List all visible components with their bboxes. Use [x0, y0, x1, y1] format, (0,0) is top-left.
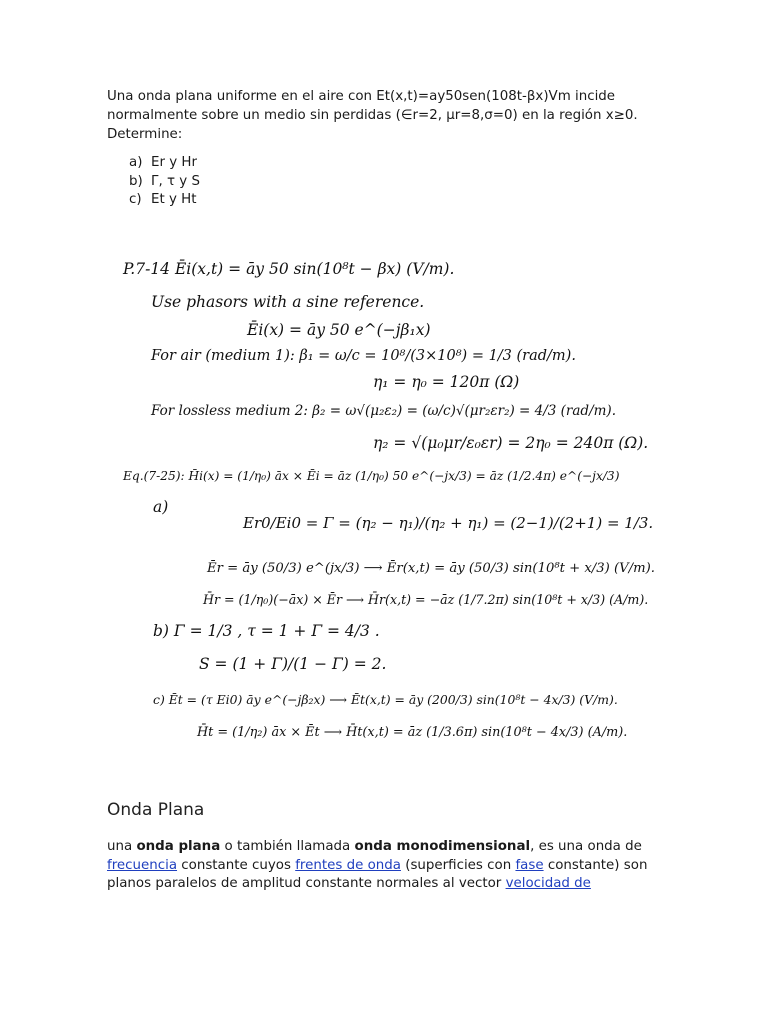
solution-line: H̄r = (1/η₀)(−āx) × Ēr ⟶ H̄r(x,t) = −āz (1/7.2π) sin(10⁸t + x/3) (A/m). — [203, 592, 649, 607]
option-text: Et y Ht — [151, 192, 197, 207]
option-text: Γ, τ y S — [151, 173, 200, 189]
solution-line: η₁ = η₀ = 120π (Ω) — [373, 373, 520, 391]
solution-line: P.7-14 Ēi(x,t) = āy 50 sin(10⁸t − βx) (V/m). — [123, 260, 455, 278]
solution-line: η₂ = √(μ₀μr/ε₀εr) = 2η₀ = 240π (Ω). — [373, 434, 649, 452]
solution-line: Er0/Ei0 = Γ = (η₂ − η₁)/(η₂ + η₁) = (2−1)/(2+1) = 1/3. — [243, 514, 654, 532]
solution-line: Use phasors with a sine reference. — [151, 293, 425, 311]
bold-term: onda plana — [136, 839, 221, 854]
option-a — [129, 154, 687, 173]
options-list — [129, 154, 687, 210]
bold-term: onda monodimensional — [354, 839, 531, 854]
solution-line: Ēr = āy (50/3) e^(jx/3) ⟶ Ēr(x,t) = āy (50/3) sin(10⁸t + x/3) (V/m). — [207, 561, 655, 576]
handwritten-solution-image — [107, 244, 675, 754]
solution-line: For air (medium 1): β₁ = ω/c = 10⁸/(3×10⁸) = 1/3 (rad/m). — [151, 348, 576, 364]
link-fase[interactable]: fase — [515, 857, 544, 873]
text-run: o también llamada — [220, 839, 355, 854]
text-run: constante cuyos — [177, 857, 296, 873]
text-run: constante) son planos paralelos de amplitud constante normales al vector — [107, 857, 648, 891]
solution-line: Ēi(x) = āy 50 e^(−jβ₁x) — [247, 321, 431, 339]
option-label: c) — [129, 192, 142, 207]
text-run: (superficies con — [400, 857, 516, 873]
solution-line: Eq.(7-25): H̄i(x) = (1/η₀) āx × Ēi = āz (1/η₀) 50 e^(−jx/3) = āz (1/2.4π) e^(−jx/3) — [123, 469, 620, 483]
link-frecuencia[interactable]: frecuencia — [107, 857, 178, 873]
onda-plana-section — [107, 800, 667, 894]
section-paragraph — [107, 838, 667, 894]
section-heading: Onda Plana — [107, 800, 205, 820]
option-label: b) — [129, 173, 143, 189]
solution-line: c) Ēt = (τ Ei0) āy e^(−jβ₂x) ⟶ Ēt(x,t) = āy (200/3) sin(10⁸t − 4x/3) (V/m). — [153, 692, 618, 707]
option-c — [129, 191, 687, 210]
solution-line: a) — [153, 498, 169, 516]
solution-line: H̄t = (1/η₂) āx × Ēt ⟶ H̄t(x,t) = āz (1/3.6π) sin(10⁸t − 4x/3) (A/m). — [197, 725, 628, 740]
option-label: a) — [129, 155, 143, 170]
solution-svg — [107, 244, 675, 754]
option-text: Er y Hr — [151, 155, 197, 170]
option-b — [129, 173, 687, 192]
solution-line: S = (1 + Γ)/(1 − Γ) = 2. — [199, 655, 387, 673]
link-frentes-de-onda[interactable]: frentes de onda — [295, 857, 401, 873]
solution-line: For lossless medium 2: β₂ = ω√(μ₂ε₂) = (ω/c)√(μr₂εr₂) = 4/3 (rad/m). — [151, 403, 616, 419]
text-run: una — [107, 839, 137, 854]
solution-line: b) Γ = 1/3 , τ = 1 + Γ = 4/3 . — [153, 622, 380, 640]
text-run: , es una onda de — [530, 839, 642, 854]
problem-text: Una onda plana uniforme en el aire con Et(x,t)=ay50sen(108t-βx)Vm incide normalmente sobre un medio sin perdidas (∈r=2, μr=8,σ=0) en la región x≥0. Determine: — [107, 89, 638, 142]
link-velocidad-de[interactable]: velocidad de — [505, 876, 591, 891]
problem-statement — [107, 87, 687, 210]
